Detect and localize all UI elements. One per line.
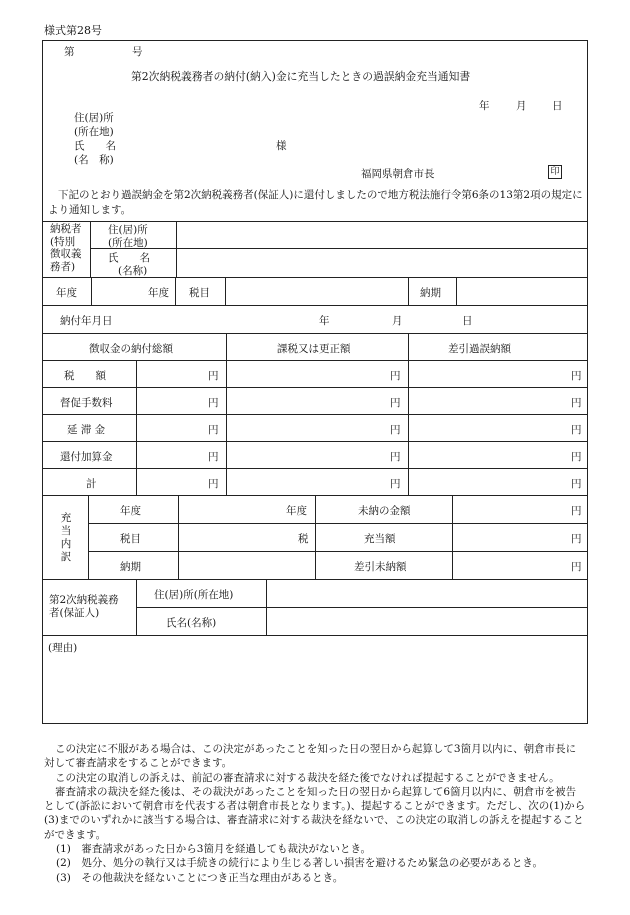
taxpayer-address-alt: (所在地) (108, 237, 148, 249)
yen-unit: 円 (390, 424, 401, 436)
note-after-ruling: 審査請求の裁決を経た後は、その裁決があったことを知った日の翌日から起算して6箇月以内に、朝倉市を被告として(訴訟において朝倉市を代表する者は朝倉市長となります。)、提起することができます。ただし、次の(1)から(3)までのいずれかに該当する場合は、審査請求に対する裁決を経ないで、この決定の取消しの訴えを提起することができます。 (44, 785, 586, 841)
yen-unit: 円 (208, 370, 219, 382)
remaining-unpaid-label: 差引未納額 (354, 561, 407, 573)
notice-frame (42, 40, 588, 724)
addressee-address-alt: (所在地) (74, 126, 114, 138)
header-overpaid: 差引過誤納額 (448, 343, 511, 355)
fiscal-year-suffix: 年度 (148, 287, 169, 299)
guarantor-label: 第2次納税義務 者(保証人) (49, 594, 119, 619)
row-reminder-fee: 督促手数料 (60, 397, 113, 409)
yen-unit: 円 (571, 505, 582, 517)
paydate-day: 日 (462, 315, 473, 327)
yen-unit: 円 (571, 478, 582, 490)
allocation-year-suffix: 年度 (286, 505, 307, 517)
allocation-tax-item: 税目 (120, 533, 141, 545)
yen-unit: 円 (390, 370, 401, 382)
taxpayer-label: 納税者 (特別 徴収義 務者) (50, 223, 82, 273)
note-item-3: (3) その他裁決を経ないことにつき正当な理由があるとき。 (56, 871, 344, 884)
yen-unit: 円 (571, 370, 582, 382)
header-total-paid: 徴収金の納付総額 (89, 343, 173, 355)
taxpayer-name-alt: (名称) (118, 265, 148, 277)
document-title: 第2次納税義務者の納付(納入)金に充当したときの過誤納金充当通知書 (131, 70, 471, 83)
date-day: 日 (552, 100, 563, 112)
fiscal-year-label: 年度 (56, 287, 77, 299)
paydate-year: 年 (319, 315, 330, 327)
yen-unit: 円 (571, 424, 582, 436)
issuer-name: 福岡県朝倉市長 (361, 168, 435, 180)
yen-unit: 円 (208, 478, 219, 490)
taxpayer-name-label: 氏 名 (108, 252, 150, 264)
number-go: 号 (132, 46, 143, 58)
tax-item-label: 税目 (189, 287, 210, 299)
allocation-year: 年度 (120, 505, 141, 517)
yen-unit: 円 (390, 397, 401, 409)
allocation-label: 充当内訳 (60, 512, 72, 563)
note-lawsuit: この決定の取消しの訴えは、前記の審査請求に対する裁決を経た後でなければ提起することができません。 (55, 771, 560, 784)
note-item-1: (1) 審査請求があった日から3箇月を経過しても裁決がないとき。 (56, 843, 372, 856)
guarantor-address-label: 住(居)所(所在地) (154, 589, 234, 601)
paydate-label: 納付年月日 (60, 315, 113, 327)
yen-unit: 円 (571, 561, 582, 573)
row-refund-interest: 還付加算金 (60, 451, 113, 463)
addressee-name-alt: (名 称) (74, 154, 114, 166)
taxpayer-address-label: 住(居)所 (108, 224, 148, 236)
note-item-2: (2) 処分、処分の執行又は手続きの続行により生じる著しい損害を避けるため緊急の必要があるとき。 (56, 857, 543, 870)
number-dai: 第 (64, 46, 75, 58)
intro-text: 下記のとおり過誤納金を第2次納税義務者(保証人)に還付しましたので地方税法施行令第6条の13第2項の規定により通知します。 (48, 189, 583, 216)
yen-unit: 円 (571, 397, 582, 409)
header-assessed: 課税又は更正額 (277, 343, 351, 355)
yen-unit: 円 (571, 451, 582, 463)
honorific: 様 (276, 140, 287, 152)
yen-unit: 円 (571, 533, 582, 545)
date-year: 年 (479, 100, 490, 112)
date-month: 月 (516, 100, 527, 112)
guarantor-name-label: 氏名(名称) (166, 617, 217, 629)
seal-mark: 印 (548, 165, 562, 179)
yen-unit: 円 (390, 478, 401, 490)
yen-unit: 円 (390, 451, 401, 463)
row-delinquency: 延 滞 金 (67, 424, 106, 436)
appeal-notes (44, 742, 586, 885)
form-number: 様式第28号 (44, 24, 102, 37)
allocation-tax-suffix: 税 (298, 533, 309, 545)
unpaid-amount-label: 未納の金額 (358, 505, 411, 517)
term-label: 納期 (420, 287, 441, 299)
paydate-month: 月 (392, 315, 403, 327)
addressee-address-label: 住(居)所 (74, 112, 114, 124)
allocation-term: 納期 (120, 561, 141, 573)
yen-unit: 円 (208, 424, 219, 436)
allocated-amount-label: 充当額 (364, 533, 396, 545)
row-tax-amount: 税 額 (64, 370, 106, 382)
yen-unit: 円 (208, 451, 219, 463)
note-appeal: この決定に不服がある場合は、この決定があったことを知った日の翌日から起算して3箇月以内に、朝倉市長に対して審査請求をすることができます。 (44, 743, 577, 770)
addressee-name-label: 氏 名 (74, 140, 116, 152)
row-total: 計 (86, 478, 97, 490)
yen-unit: 円 (208, 397, 219, 409)
reason-label: (理由) (48, 642, 78, 654)
